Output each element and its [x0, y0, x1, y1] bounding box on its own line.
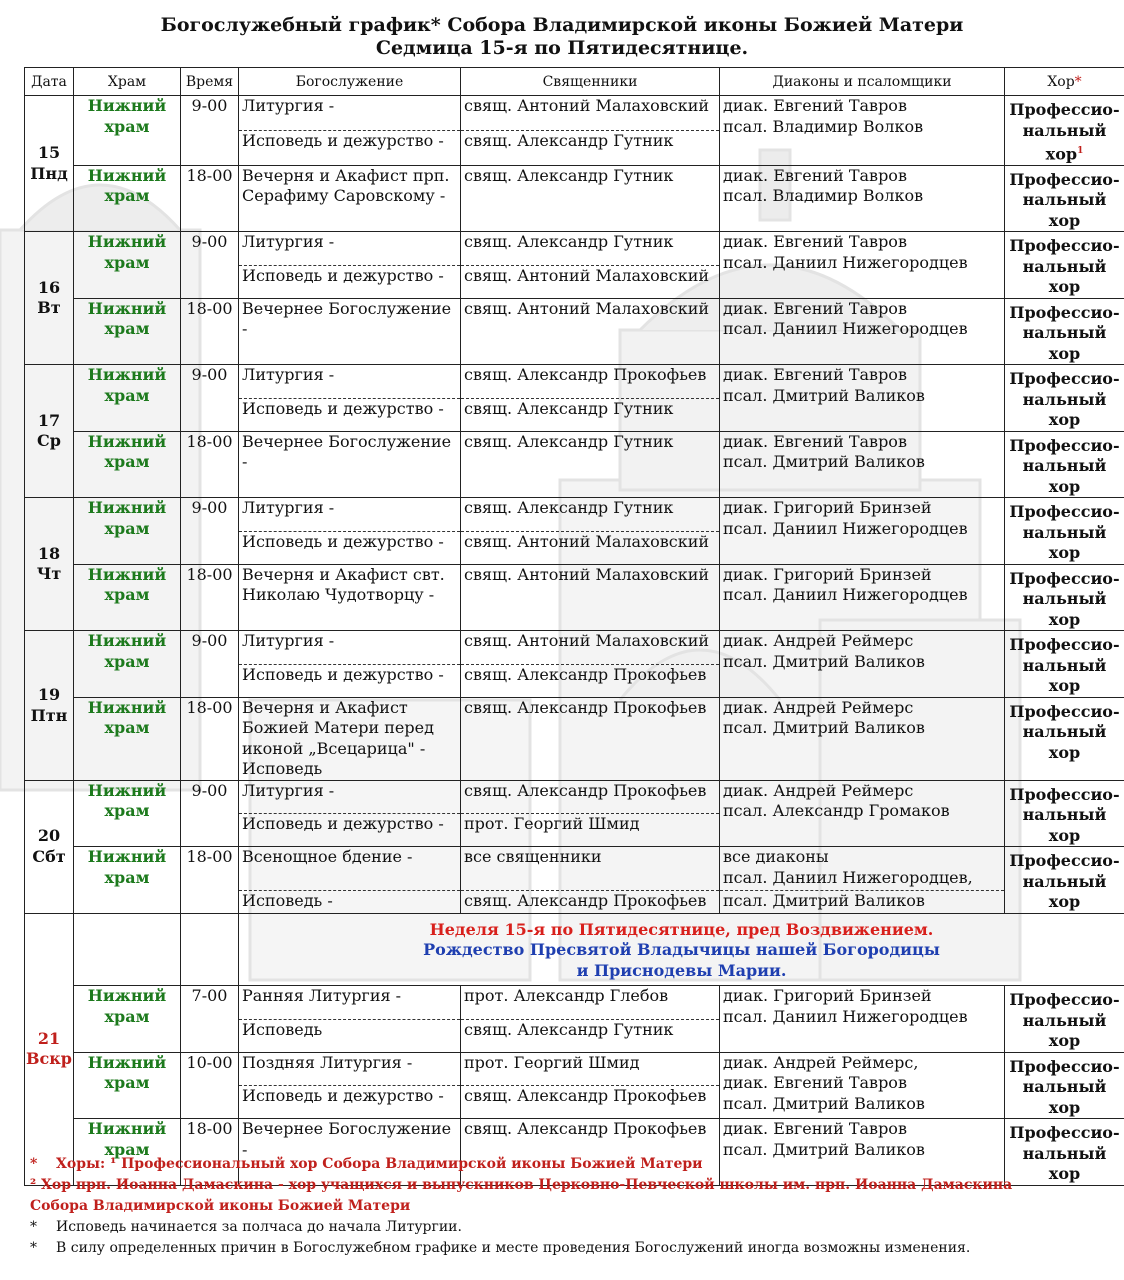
service-row	[25, 165, 1124, 232]
choir-cell	[1005, 780, 1124, 847]
priest-cell: свящ. Александр Прокофьев	[461, 664, 720, 697]
deacon-cell: диак. Андрей Реймерс псал. Дмитрий Валиков	[720, 697, 1005, 780]
priest-cell: свящ. Александр Прокофьев	[461, 891, 720, 914]
hram-cell: Нижний храм	[74, 1052, 181, 1119]
priest-cell: свящ. Александр Гутник	[461, 398, 720, 431]
hram-cell: Нижний храм	[74, 96, 181, 166]
footnotes	[30, 1154, 1110, 1259]
choir-cell	[1005, 986, 1124, 1053]
title-line-2: Седмица 15-я по Пятидесятнице.	[375, 37, 749, 59]
time-cell: 18-00	[181, 298, 239, 365]
service-row	[25, 498, 1124, 531]
choir-label: Профессио- нальный хор	[1009, 369, 1120, 430]
col-header-deacons: Диаконы и псаломщики	[720, 68, 1005, 96]
date-cell	[25, 232, 74, 365]
choir-cell	[1005, 298, 1124, 365]
service-row	[25, 96, 1124, 131]
feast-line-1: Неделя 15-я по Пятидесятнице, пред Воздвижением.	[429, 919, 934, 939]
time-cell: 9-00	[181, 96, 239, 166]
footnote-1	[30, 1154, 1110, 1175]
table-header-row	[25, 68, 1124, 96]
day-number: 16	[37, 277, 61, 297]
feast-row	[25, 913, 1124, 986]
choir-cell	[1005, 631, 1124, 698]
day-number: 21	[37, 1028, 61, 1048]
col-header-time: Время	[181, 68, 239, 96]
service-row	[25, 986, 1124, 1019]
deacon-cell: диак. Евгений Тавров псал. Дмитрий Валиков	[720, 431, 1005, 498]
priest-cell: свящ. Александр Прокофьев	[461, 780, 720, 813]
service-row	[25, 780, 1124, 813]
col-header-date: Дата	[25, 68, 74, 96]
service-row	[25, 564, 1124, 631]
day-of-week: Вскр	[25, 1049, 72, 1069]
service-cell: Литургия -	[239, 780, 461, 813]
service-row	[25, 365, 1124, 398]
footnote-1-star: *	[30, 1156, 38, 1172]
priest-cell: свящ. Антоний Малаховский	[461, 265, 720, 298]
feast-line-3: и Приснодевы Марии.	[576, 960, 787, 980]
feast-empty-time	[181, 913, 239, 986]
choir-label: Профессио- нальный хор	[1009, 1056, 1120, 1117]
priest-cell: свящ. Александр Гутник	[461, 1019, 720, 1052]
page-title	[0, 14, 1124, 60]
date-cell	[25, 96, 74, 232]
deacon-cell: диак. Андрей Реймерс псал. Дмитрий Валиков	[720, 631, 1005, 698]
priest-cell: прот. Александр Глебов	[461, 986, 720, 1019]
time-cell: 18-00	[181, 165, 239, 232]
service-cell: Исповедь и дежурство -	[239, 531, 461, 564]
time-cell: 18-00	[181, 847, 239, 914]
choir-label: Профессио- нальный хор	[1009, 851, 1120, 912]
hram-cell: Нижний храм	[74, 847, 181, 914]
col-header-choir	[1005, 68, 1124, 96]
deacon-cell: все диаконы псал. Даниил Нижегородцев,	[720, 847, 1005, 891]
choir-header-star: *	[1074, 73, 1082, 90]
date-cell	[25, 365, 74, 498]
choir-label: Профессио- нальный хор	[1009, 635, 1120, 696]
col-header-priests: Священники	[461, 68, 720, 96]
choir-label: Профессио- нальный хор	[1009, 302, 1120, 363]
service-cell: Исповедь и дежурство -	[239, 814, 461, 847]
time-cell: 18-00	[181, 697, 239, 780]
service-cell: Вечернее Богослужение -	[239, 431, 461, 498]
time-cell: 9-00	[181, 365, 239, 432]
choir-cell	[1005, 697, 1124, 780]
service-cell: Ранняя Литургия -	[239, 986, 461, 1019]
footnote-4	[30, 1238, 1110, 1259]
service-cell: Вечерня и Акафист прп. Серафиму Саровскому -	[239, 165, 461, 232]
deacon-cell: диак. Евгений Тавров псал. Владимир Волков	[720, 165, 1005, 232]
hram-cell: Нижний храм	[74, 697, 181, 780]
day-number: 15	[37, 143, 61, 163]
choir-header-label: Хор	[1047, 73, 1075, 90]
service-cell: Вечерня и Акафист свт. Николаю Чудотворцу -	[239, 564, 461, 631]
deacon-cell: псал. Дмитрий Валиков	[720, 891, 1005, 914]
service-row	[25, 697, 1124, 780]
service-row	[25, 847, 1124, 891]
choir-label: Профессио- нальный хор	[1009, 435, 1120, 496]
priest-cell: свящ. Александр Прокофьев	[461, 365, 720, 398]
time-cell: 9-00	[181, 780, 239, 847]
feast-line-2: Рождество Пресвятой Владычицы нашей Богородицы	[423, 940, 940, 960]
priest-cell: свящ. Александр Прокофьев	[461, 1119, 720, 1186]
hram-cell: Нижний храм	[74, 986, 181, 1053]
priest-cell: свящ. Александр Гутник	[461, 165, 720, 232]
service-cell: Литургия -	[239, 96, 461, 131]
service-cell: Исповедь и дежурство -	[239, 664, 461, 697]
priest-cell: свящ. Александр Гутник	[461, 130, 720, 165]
date-cell	[25, 913, 74, 1185]
hram-cell: Нижний храм	[74, 298, 181, 365]
service-cell: Вечернее Богослужение -	[239, 298, 461, 365]
title-line-1: Богослужебный график* Собора Владимирской иконы Божией Матери	[160, 14, 964, 36]
choir-cell	[1005, 165, 1124, 232]
service-cell: Исповедь и дежурство -	[239, 398, 461, 431]
choir-cell	[1005, 847, 1124, 914]
hram-cell: Нижний храм	[74, 1119, 181, 1186]
day-of-week: Сбт	[32, 846, 66, 866]
time-cell: 10-00	[181, 1052, 239, 1119]
footnote-3-star: *	[30, 1219, 37, 1235]
hram-cell: Нижний храм	[74, 165, 181, 232]
choir-label: Профессио- нальный хор	[1009, 568, 1120, 629]
priest-cell: свящ. Антоний Малаховский	[461, 564, 720, 631]
service-cell: Литургия -	[239, 631, 461, 664]
deacon-cell: диак. Григорий Бринзей псал. Даниил Нижегородцев	[720, 498, 1005, 565]
deacon-cell: диак. Евгений Тавров псал. Владимир Волков	[720, 96, 1005, 166]
time-cell: 9-00	[181, 631, 239, 698]
deacon-cell: диак. Григорий Бринзей псал. Даниил Нижегородцев	[720, 986, 1005, 1053]
priest-cell: свящ. Александр Гутник	[461, 232, 720, 265]
priest-cell: свящ. Александр Прокофьев	[461, 1086, 720, 1119]
footnote-2: ² Хор прп. Иоанна Дамаскина - хор учащихся и выпускников Церковно-Певческой школы им. прп. Иоанна Дамаскина	[30, 1177, 1013, 1193]
feast-empty-hram	[74, 913, 181, 986]
choir-cell	[1005, 498, 1124, 565]
time-cell: 7-00	[181, 986, 239, 1053]
service-cell: Литургия -	[239, 232, 461, 265]
service-row	[25, 298, 1124, 365]
hram-cell: Нижний храм	[74, 498, 181, 565]
footnote-1-text: Хоры: ¹ Профессиональный хор Собора Владимирской иконы Божией Матери	[56, 1156, 703, 1172]
priest-cell: свящ. Антоний Малаховский	[461, 531, 720, 564]
service-cell: Всенощное бдение -	[239, 847, 461, 891]
priest-cell: прот. Георгий Шмид	[461, 1052, 720, 1085]
footnote-4-star: *	[30, 1240, 37, 1256]
date-cell	[25, 631, 74, 781]
choir-label: Профессио- нальный хор	[1009, 502, 1120, 563]
footnote-3	[30, 1217, 1110, 1238]
service-cell: Вечерня и Акафист Божией Матери перед иконой „Всецарица" - Исповедь	[239, 697, 461, 780]
choir-label: Профессио- нальный хор	[1009, 100, 1120, 164]
service-row	[25, 232, 1124, 265]
hram-cell: Нижний храм	[74, 631, 181, 698]
deacon-cell: диак. Евгений Тавров псал. Даниил Нижегородцев	[720, 298, 1005, 365]
schedule-table	[24, 67, 1124, 1186]
day-of-week: Пнд	[30, 163, 68, 183]
footnote-2b: Собора Владимирской иконы Божией Матери	[30, 1198, 411, 1214]
priest-cell: свящ. Антоний Малаховский	[461, 298, 720, 365]
footnote-3-text: Исповедь начинается за полчаса до начала Литургии.	[56, 1219, 462, 1235]
hram-cell: Нижний храм	[74, 431, 181, 498]
feast-title	[239, 913, 1124, 986]
deacon-cell: диак. Григорий Бринзей псал. Даниил Нижегородцев	[720, 564, 1005, 631]
choir-label: Профессио- нальный хор	[1009, 990, 1120, 1051]
hram-cell: Нижний храм	[74, 365, 181, 432]
deacon-cell: диак. Андрей Реймерс, диак. Евгений Тавров псал. Дмитрий Валиков	[720, 1052, 1005, 1119]
deacon-cell: диак. Евгений Тавров псал. Даниил Нижегородцев	[720, 232, 1005, 299]
choir-label: Профессио- нальный хор	[1009, 169, 1120, 230]
hram-cell: Нижний храм	[74, 780, 181, 847]
choir-label: Профессио- нальный хор	[1009, 784, 1120, 845]
day-number: 19	[37, 685, 61, 705]
service-cell: Исповедь и дежурство -	[239, 1086, 461, 1119]
deacon-cell: диак. Евгений Тавров псал. Дмитрий Валиков	[720, 365, 1005, 432]
deacon-cell: диак. Евгений Тавров псал. Дмитрий Валиков	[720, 1119, 1005, 1186]
choir-cell	[1005, 232, 1124, 299]
time-cell: 9-00	[181, 498, 239, 565]
service-row	[25, 431, 1124, 498]
time-cell: 18-00	[181, 564, 239, 631]
priest-cell: прот. Георгий Шмид	[461, 814, 720, 847]
time-cell: 18-00	[181, 1119, 239, 1186]
time-cell: 9-00	[181, 232, 239, 299]
day-number: 20	[37, 826, 61, 846]
col-header-hram: Храм	[74, 68, 181, 96]
priest-cell: свящ. Антоний Малаховский	[461, 96, 720, 131]
priest-cell: свящ. Антоний Малаховский	[461, 631, 720, 664]
col-header-service: Богослужение	[239, 68, 461, 96]
service-cell: Исповедь -	[239, 891, 461, 914]
schedule-body	[25, 96, 1124, 1186]
service-row	[25, 1052, 1124, 1085]
day-of-week: Ср	[37, 431, 61, 451]
choir-label: Профессио- нальный хор	[1009, 701, 1120, 762]
day-of-week: Птн	[30, 705, 68, 725]
service-row	[25, 631, 1124, 664]
hram-cell: Нижний храм	[74, 232, 181, 299]
choir-cell	[1005, 96, 1124, 166]
day-of-week: Вт	[37, 298, 61, 318]
hram-cell: Нижний храм	[74, 564, 181, 631]
deacon-cell: диак. Андрей Реймерс псал. Александр Громаков	[720, 780, 1005, 847]
choir-footnote-mark: 1	[1077, 146, 1084, 156]
time-cell: 18-00	[181, 431, 239, 498]
service-cell: Исповедь и дежурство -	[239, 130, 461, 165]
choir-cell	[1005, 365, 1124, 432]
priest-cell: свящ. Александр Прокофьев	[461, 697, 720, 780]
date-cell	[25, 780, 74, 913]
service-cell: Литургия -	[239, 365, 461, 398]
choir-cell	[1005, 1052, 1124, 1119]
day-number: 17	[37, 410, 61, 430]
service-cell: Литургия -	[239, 498, 461, 531]
service-cell: Вечернее Богослужение -	[239, 1119, 461, 1186]
service-cell: Исповедь и дежурство -	[239, 265, 461, 298]
footnote-4-text: В силу определенных причин в Богослужебном графике и месте проведения Богослужений иногда возможны изменения.	[56, 1240, 971, 1256]
priest-cell: свящ. Александр Гутник	[461, 498, 720, 531]
choir-label: Профессио- нальный хор	[1009, 1123, 1120, 1184]
date-cell	[25, 498, 74, 631]
service-cell: Исповедь	[239, 1019, 461, 1052]
priest-cell: все священники	[461, 847, 720, 891]
choir-cell	[1005, 564, 1124, 631]
day-number: 18	[37, 543, 61, 563]
choir-label: Профессио- нальный хор	[1009, 236, 1120, 297]
service-cell: Поздняя Литургия -	[239, 1052, 461, 1085]
choir-cell	[1005, 431, 1124, 498]
day-of-week: Чт	[36, 564, 62, 584]
priest-cell: свящ. Александр Гутник	[461, 431, 720, 498]
